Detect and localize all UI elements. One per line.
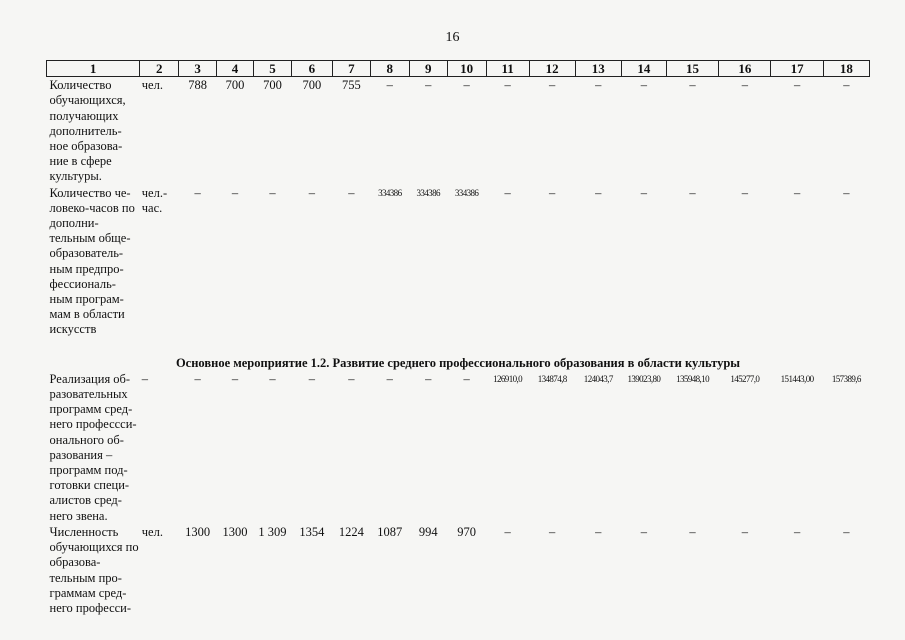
value-cell: – xyxy=(741,78,748,93)
column-header: 10 xyxy=(447,61,486,77)
value-cell: – xyxy=(640,78,647,93)
page-number: 16 xyxy=(445,30,460,45)
value-cell: – xyxy=(595,185,602,200)
value-cell: 124043,7 xyxy=(583,373,613,384)
value-cell: – xyxy=(843,185,850,200)
value-cell: – xyxy=(269,371,276,386)
value-cell: 134874,8 xyxy=(537,373,567,384)
column-header: 18 xyxy=(823,61,869,77)
value-cell: 700 xyxy=(302,78,322,93)
table-row xyxy=(47,185,870,338)
value-cell: – xyxy=(463,371,470,386)
value-cell: – xyxy=(689,524,696,539)
column-header: 8 xyxy=(370,61,409,77)
value-cell: – xyxy=(549,524,556,539)
indicator-name: Количество обучающихся, получающих дополнитель-ное образова-ние в сфере культуры. xyxy=(49,78,126,184)
value-cell: – xyxy=(504,524,511,539)
indicator-name: Численность обучающихся по образова-тельным про-граммам сред-него професси- xyxy=(49,524,139,615)
value-cell: – xyxy=(741,524,748,539)
value-cell: 1300 xyxy=(185,524,211,539)
value-cell: – xyxy=(793,524,801,539)
column-header: 14 xyxy=(621,61,666,77)
column-header: 6 xyxy=(291,61,332,77)
column-header: 11 xyxy=(486,61,529,77)
value-cell: 755 xyxy=(341,78,361,93)
unit-cell: – xyxy=(141,371,149,386)
column-header: 4 xyxy=(217,61,254,77)
value-cell: 700 xyxy=(225,78,245,93)
value-cell: 970 xyxy=(457,524,476,539)
column-header: 12 xyxy=(529,61,575,77)
column-header: 16 xyxy=(719,61,771,77)
value-cell: 157389,6 xyxy=(831,373,861,384)
value-cell: 700 xyxy=(263,78,282,93)
value-cell: – xyxy=(504,78,511,93)
table-row xyxy=(47,371,870,524)
value-cell: – xyxy=(793,78,801,93)
value-cell: 145277,0 xyxy=(730,373,760,384)
indicator-name: Реализация об-разовательных программ сред-него профессси-онального об-разования – программ под-готовки специ-алистов сред-него звена. xyxy=(49,371,137,523)
value-cell: – xyxy=(425,371,432,386)
table-row xyxy=(47,77,870,185)
header-row xyxy=(47,61,870,77)
value-cell: – xyxy=(640,185,647,200)
value-cell: – xyxy=(308,185,316,200)
value-cell: – xyxy=(843,78,850,93)
table-row xyxy=(47,524,870,616)
value-cell: – xyxy=(689,185,696,200)
value-cell: – xyxy=(308,371,316,386)
indicator-name: Количество че-ловеко-часов по дополни-тельным обще-образователь-ным предпро-фессиональ-ным програм-мам в области искусств xyxy=(49,185,135,337)
value-cell: – xyxy=(549,78,556,93)
column-header: 13 xyxy=(575,61,621,77)
value-cell: 334386 xyxy=(416,187,440,198)
value-cell: 1224 xyxy=(338,524,364,539)
section-row xyxy=(47,338,870,371)
value-cell: – xyxy=(194,371,201,386)
value-cell: – xyxy=(463,78,470,93)
value-cell: – xyxy=(425,78,432,93)
value-cell: 1087 xyxy=(377,524,403,539)
value-cell: – xyxy=(741,185,748,200)
value-cell: – xyxy=(269,185,276,200)
value-cell: – xyxy=(595,78,602,93)
column-header: 15 xyxy=(666,61,718,77)
value-cell: – xyxy=(549,185,556,200)
value-cell: 135948,10 xyxy=(676,373,709,384)
column-header: 2 xyxy=(140,61,179,77)
value-cell: – xyxy=(348,185,355,200)
unit-cell: чел.-час. xyxy=(141,185,168,215)
column-header: 17 xyxy=(771,61,823,77)
value-cell: – xyxy=(231,185,239,200)
column-header: 1 xyxy=(47,61,140,77)
value-cell: – xyxy=(386,78,393,93)
column-header: 3 xyxy=(179,61,217,77)
unit-cell: чел. xyxy=(141,524,163,539)
value-cell: – xyxy=(348,371,355,386)
value-cell: – xyxy=(793,185,801,200)
value-cell: 1354 xyxy=(299,524,325,539)
value-cell: 1300 xyxy=(222,524,248,539)
value-cell: 994 xyxy=(418,524,438,539)
value-cell: 139023,80 xyxy=(627,373,661,384)
value-cell: – xyxy=(194,185,201,200)
value-cell: 788 xyxy=(188,78,208,93)
value-cell: – xyxy=(689,78,696,93)
value-cell: 1 309 xyxy=(258,524,287,539)
value-cell: – xyxy=(231,371,239,386)
value-cell: 334386 xyxy=(454,187,479,198)
column-header: 7 xyxy=(332,61,370,77)
value-cell: – xyxy=(504,185,511,200)
value-cell: – xyxy=(595,524,602,539)
value-cell: – xyxy=(386,371,393,386)
value-cell: 334386 xyxy=(378,187,402,198)
data-table xyxy=(46,60,870,616)
column-header: 5 xyxy=(254,61,292,77)
value-cell: 151443,00 xyxy=(780,373,814,384)
unit-cell: чел. xyxy=(141,78,163,93)
column-header: 9 xyxy=(409,61,447,77)
section-title: Основное мероприятие 1.2. Развитие среднего профессионального образования в области культуры xyxy=(175,355,741,370)
value-cell: – xyxy=(640,524,647,539)
value-cell: – xyxy=(843,524,850,539)
value-cell: 126910,0 xyxy=(493,373,523,384)
